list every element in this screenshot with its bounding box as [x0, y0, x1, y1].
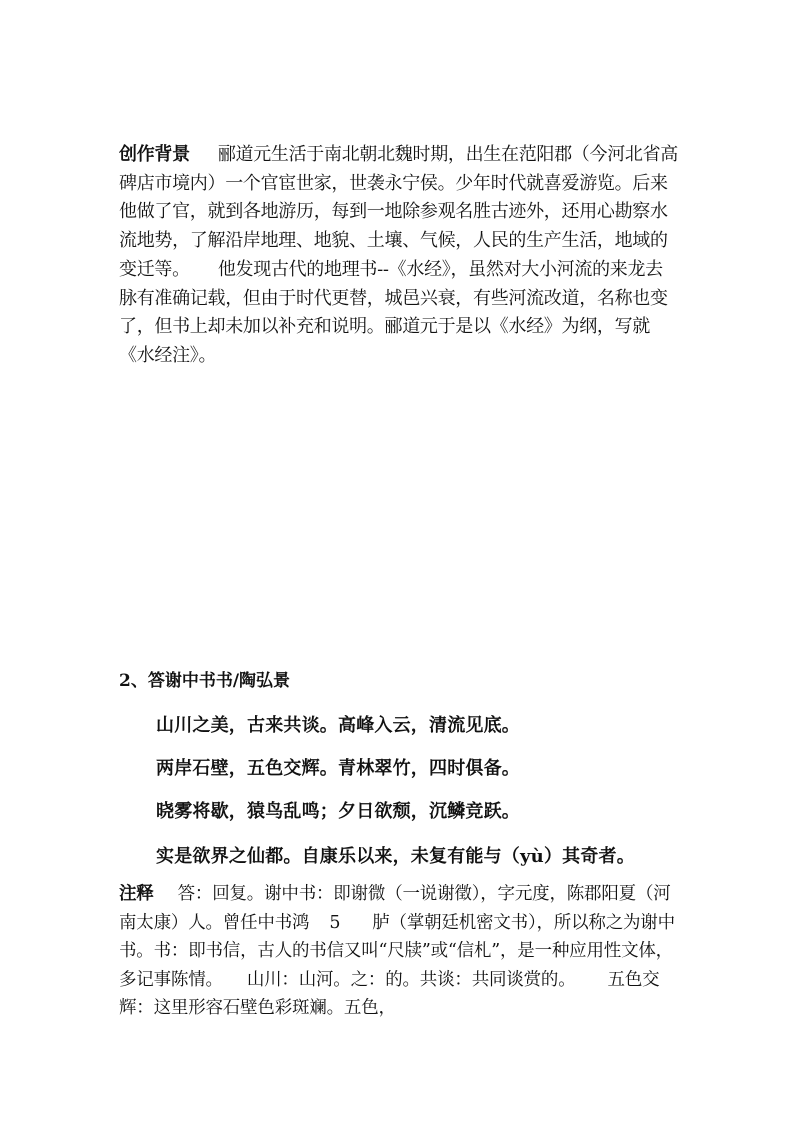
background-label: 创作背景: [119, 144, 190, 165]
notes-text-3: 山川：山河。之：的。共谈：共同谈赏的。: [246, 969, 576, 990]
poem-line-1: 山川之美，古来共谈。高峰入云，清流见底。: [156, 715, 520, 736]
page-marker: 5: [329, 912, 341, 933]
notes-paragraph: [119, 880, 679, 1023]
background-paragraph: [119, 141, 679, 371]
background-text-2: 他发现古代的地理书--《水经》，虽然对大小河流的来龙去脉有准确记载，但由于时代更替，城邑兴衰，有些河流改道，名称也变了，但书上却未加以补充和说明。郦道元于是以《水经》为纲，写就《水经注》。: [119, 258, 668, 366]
notes-text-2: 胪（掌朝廷机密文书），所以称之为谢中书。书：即书信，古人的书信又叫“尺牍”或“信札”，是一种应用性文体，多记事陈情。: [119, 912, 675, 990]
poem-line-4: 实是欲界之仙都。自康乐以来，未复有能与（yù）其奇者。: [156, 846, 635, 867]
notes-label: 注释: [119, 884, 154, 904]
notes-text-1: 答：回复。谢中书：即谢微（一说谢徵），字元度，陈郡阳夏（河南太康）人。曾任中书鸿: [119, 884, 671, 933]
section-title: 2、答谢中书书/陶弘景: [119, 671, 291, 691]
poem-line-2: 两岸石壁，五色交辉。青林翠竹，四时俱备。: [156, 758, 520, 779]
poem-line-3: 晓雾将歇，猿鸟乱鸣；夕日欲颓，沉鳞竞跃。: [156, 801, 520, 822]
notes-text-4: 五色交辉：这里形容石壁色彩斑斓。五色，: [119, 969, 660, 1018]
background-text-1: 郦道元生活于南北朝北魏时期，出生在范阳郡（今河北省高碑店市境内）一个官宦世家，世袭永宁侯。少年时代就喜爱游览。后来他做了官，就到各地游历，每到一地除参观名胜古迹外，还用心勘察水流地势，了解沿岸地理、地貌、土壤、气候，人民的生产生活，地域的变迁等。: [119, 144, 679, 280]
